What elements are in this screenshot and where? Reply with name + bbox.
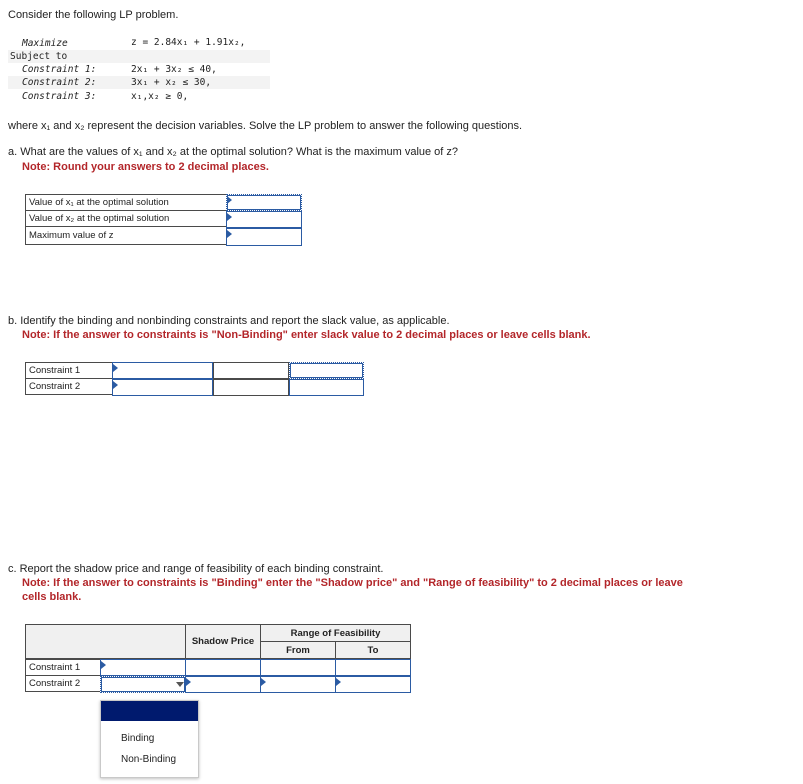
part-a-table: [25, 194, 227, 245]
constraint-2-shadow-price-input[interactable]: [185, 676, 261, 693]
input-flag-icon: [227, 213, 232, 221]
part-c-note: Note: If the answer to constraints is "Binding" enter the "Shadow price" and "Range of feasibility" to 2 decimal places or leave: [22, 577, 683, 589]
dropdown-highlight-option[interactable]: [101, 701, 198, 721]
input-flag-icon: [336, 678, 341, 686]
input-flag-icon: [227, 196, 232, 204]
part-a-note: Note: Round your answers to 2 decimal places.: [22, 161, 269, 173]
where-text: where x₁ and x₂ represent the decision variables. Solve the LP problem to answer the following questions.: [8, 120, 523, 132]
input-flag-icon: [227, 230, 232, 238]
constraint-3-label: Constraint 3:: [22, 91, 97, 102]
part-b-note: Note: If the answer to constraints is "Non-Binding" enter slack value to 2 decimal places or leave cells blank.: [22, 329, 591, 341]
part-c-table: [25, 659, 101, 692]
constraint-2-slack-cell: [213, 379, 289, 396]
intro-text: Consider the following LP problem.: [8, 9, 179, 21]
part-c-row-label: Constraint 1: [26, 660, 101, 676]
constraint-1-label: Constraint 1:: [22, 64, 97, 75]
maximize-label: Maximize: [22, 38, 68, 49]
range-of-feasibility-header: Range of Feasibility: [260, 624, 411, 642]
constraint-2-slack-input[interactable]: [289, 379, 364, 396]
objective-function: z = 2.84x₁ + 1.91x₂,: [131, 37, 246, 48]
dropdown-option-binding[interactable]: Binding: [121, 733, 155, 744]
part-a-row-label: Value of x₁ at the optimal solution: [26, 195, 227, 211]
part-a-question: a. What are the values of x₁ and x₂ at the optimal solution? What is the maximum value of z?: [8, 146, 459, 158]
constraint-1-slack-cell: [213, 362, 289, 379]
constraint-1-binding-select[interactable]: [100, 659, 186, 676]
input-flag-icon: [261, 678, 266, 686]
select-flag-icon: [113, 381, 118, 389]
constraint-3-expr: x₁,x₂ ≥ 0,: [131, 91, 189, 102]
dropdown-option-non-binding[interactable]: Non-Binding: [121, 754, 177, 765]
constraint-2-binding-select[interactable]: [100, 676, 186, 693]
max-z-input[interactable]: [226, 228, 302, 246]
x2-value-input[interactable]: [226, 211, 302, 228]
constraint-2-range-from-input[interactable]: [260, 676, 336, 693]
subject-to-label: Subject to: [10, 51, 68, 62]
part-b-row-label: Constraint 2: [26, 379, 113, 395]
constraint-1-range-to-input[interactable]: [335, 659, 411, 676]
part-c-row-label: Constraint 2: [26, 676, 101, 692]
part-b-question: b. Identify the binding and nonbinding constraints and report the slack value, as applicable.: [8, 315, 450, 327]
part-c-question: c. Report the shadow price and range of feasibility of each binding constraint.: [8, 563, 384, 575]
select-flag-icon: [113, 364, 118, 372]
part-c-note-cont: cells blank.: [22, 591, 82, 603]
constraint-1-shadow-price-input[interactable]: [185, 659, 261, 676]
constraint-2-expr: 3x₁ + x₂ ≤ 30,: [131, 77, 212, 88]
x1-value-input[interactable]: [226, 194, 302, 211]
chevron-down-icon[interactable]: [176, 682, 184, 687]
constraint-1-status-select[interactable]: [112, 362, 213, 379]
constraint-1-expr: 2x₁ + 3x₂ ≤ 40,: [131, 64, 217, 75]
constraint-1-slack-input[interactable]: [289, 362, 364, 379]
part-b-table: [25, 362, 113, 395]
part-a-row-label: Value of x₂ at the optimal solution: [26, 211, 227, 227]
constraint-2-status-select[interactable]: [112, 379, 213, 396]
part-a-row-label: Maximum value of z: [26, 227, 227, 245]
constraint-1-range-from-input[interactable]: [260, 659, 336, 676]
range-from-header: From: [260, 641, 336, 659]
shadow-price-header: Shadow Price: [185, 624, 261, 659]
part-b-row-label: Constraint 1: [26, 363, 113, 379]
select-flag-icon: [101, 661, 106, 669]
constraint-2-label: Constraint 2:: [22, 77, 97, 88]
constraint-2-range-to-input[interactable]: [335, 676, 411, 693]
binding-dropdown-menu: [100, 700, 199, 778]
range-to-header: To: [335, 641, 411, 659]
part-c-header-blank: [25, 624, 186, 659]
input-flag-icon: [186, 678, 191, 686]
